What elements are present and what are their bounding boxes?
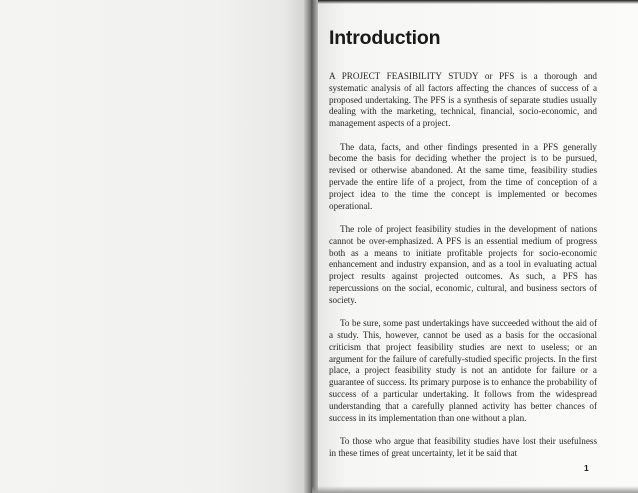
- page-number: 1: [584, 463, 589, 473]
- paragraph-5: To those who argue that feasibility studies have lost their usefulness in these times of great uncertainty, let it be said that: [329, 435, 597, 458]
- chapter-title: Introduction: [329, 27, 441, 49]
- book-gutter: [304, 0, 318, 493]
- left-page: [0, 0, 308, 493]
- paragraph-2: The data, facts, and other findings presented in a PFS generally become the basis for deciding whether the project is to be pursued, revised or otherwise abandoned. At the same time, feasibility studies pervade the entire life of a project, from the time of conception of a project idea to the time the concept is implemented or becomes operational.: [329, 141, 597, 211]
- paragraph-1: A PROJECT FEASIBILITY STUDY or PFS is a thorough and systematic analysis of all factors affecting the chances of success of a proposed undertaking. The PFS is a synthesis of separate studies usually dealing with the marketing, technical, financial, socio-economic, and management aspects of a project.: [329, 71, 597, 129]
- page-top-shadow: [318, 0, 638, 4]
- paragraph-4: To be sure, some past undertakings have succeeded without the aid of a study. This, however, cannot be used as a basis for the occasional criticism that project feasibility studies are next to useless; or an argument for the failure of carefully-studied specific projects. In the first place, a project feasibility study is not an antidote for failure or a guarantee of success. Its primary purpose is to enhance the probability of success of a particular undertaking. It follows from the widespread understanding that a carefully planned activity has better chances of success in its implementation than one without a plan.: [329, 318, 597, 423]
- body-text: [329, 71, 597, 471]
- page-bottom-shadow: [312, 486, 638, 493]
- paragraph-3: The role of project feasibility studies in the development of nations cannot be over-emphasized. A PFS is an essential medium of progress both as a means to initiate profitable projects for socio-economic enhancement and industry expansion, and as a tool in evaluating actual project results against projected outcomes. As such, a PFS has repercussions on the social, economic, cultural, and business sectors of society.: [329, 223, 597, 305]
